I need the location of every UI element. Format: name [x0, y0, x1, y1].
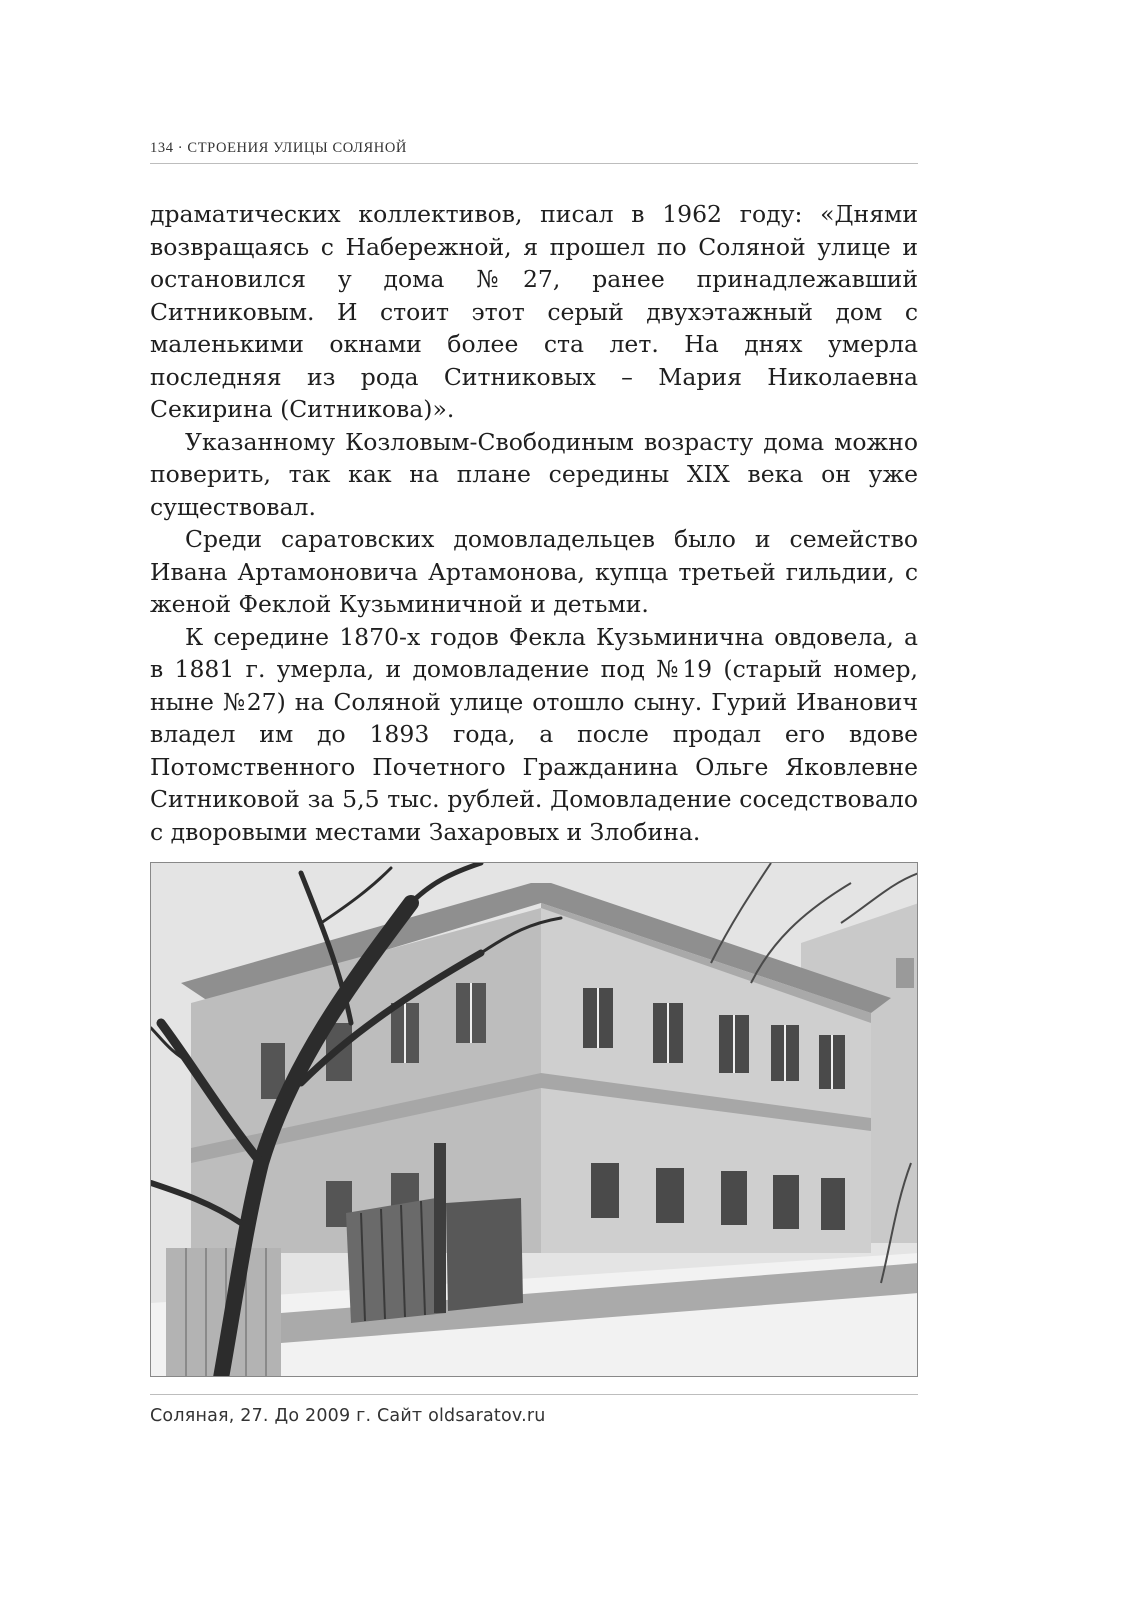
- caption-divider: [150, 1394, 918, 1395]
- paragraph: Указанному Козловым-Свободиным возрасту дома можно поверить, так как на плане середины XIX века он уже существовал.: [150, 427, 918, 521]
- figure-caption: Соляная, 27. До 2009 г. Сайт oldsaratov.ru: [150, 1406, 546, 1426]
- paragraph: драматических коллективов, писал в 1962 году: «Днями возвращаясь с Набережной, я прошел по Соляной улице и остановился у дома №27, ранее принадлежавший Ситниковым. И стоит этот серый двухэтажный дом с маленькими окнами более ста лет. На днях умерла последняя из рода Ситниковых – Мария Николаевна Секирина (Ситникова)».: [150, 200, 918, 423]
- paragraph: Среди саратовских домовладельцев было и семейство Ивана Артамоновича Артамонова, купца третьей гильдии, с женой Феклой Кузьминичной и детьми.: [150, 525, 918, 618]
- body-text: [150, 198, 918, 848]
- header-divider: [150, 163, 918, 164]
- house-photograph: [150, 862, 918, 1377]
- house-photograph-illustration: [151, 863, 918, 1377]
- paragraph: К середине 1870-х годов Фекла Кузьминична овдовела, а в 1881 г. умерла, и домовладение под №19 (старый номер, ныне №27) на Соляной улице отошло сыну. Гурий Иванович владел им до 1893 года, а после продал его вдове Потомственного Почетного Гражданина Ольге Яковлевне Ситниковой за 5,5 тыс. рублей. Домовладение соседствовало с дворовыми местами Захаровых и Злобина.: [150, 622, 918, 846]
- running-head: 134 · СТРОЕНИЯ УЛИЦЫ СОЛЯНОЙ: [150, 140, 407, 156]
